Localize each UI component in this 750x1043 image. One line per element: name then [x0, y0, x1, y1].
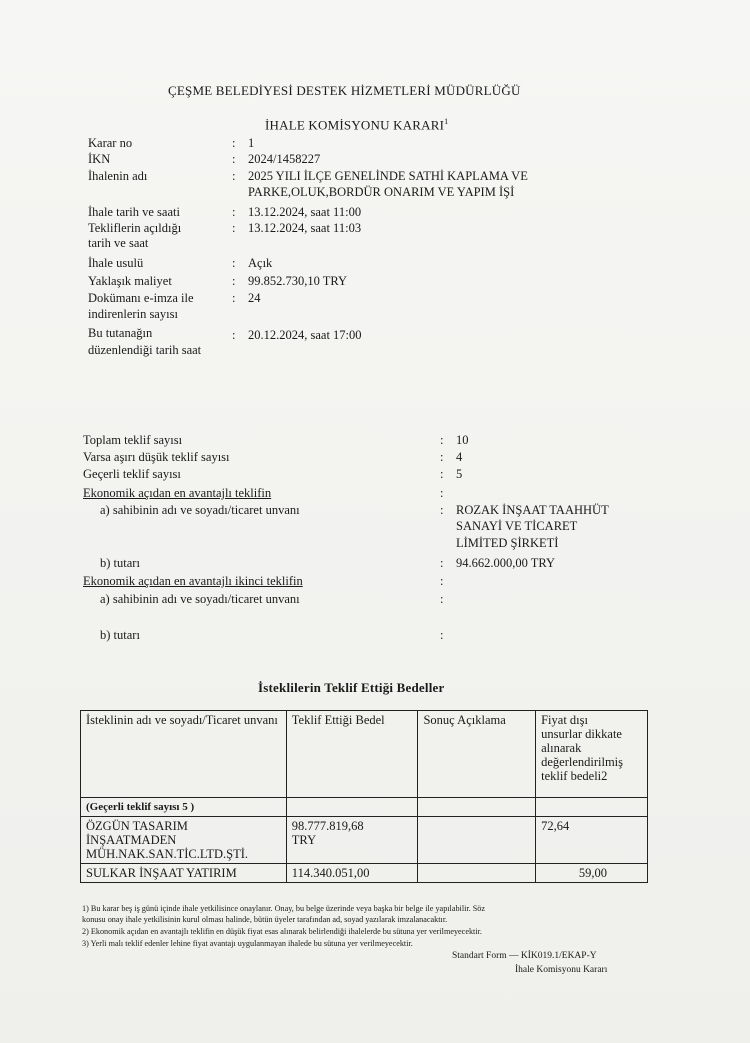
- col-header-name-text: İsteklinin adı ve soyadı/Ticaret unvanı: [86, 713, 278, 727]
- group-label: (Geçerli teklif sayısı 5 ): [81, 798, 287, 817]
- table-row: [81, 817, 648, 864]
- karar-no-label: Karar no: [88, 136, 133, 150]
- document-title: [265, 117, 448, 133]
- dokuman-label-1: Dokümanı e-imza ile: [88, 291, 194, 305]
- table-row: [81, 864, 648, 883]
- footnote-2: 2) Ekonomik açıdan en avantajlı teklifin en düşük fiyat esas alınarak belirlendiği ihalelerde bu sütuna yer verilmeyecektir.: [82, 927, 482, 936]
- avantajli-sahibi-line3: LİMİTED ŞİRKETİ: [456, 536, 559, 550]
- avantajli-tutar-label: b) tutarı: [100, 556, 140, 570]
- teklif-acilis-value: 13.12.2024, saat 11:03: [248, 221, 362, 235]
- bids-heading: İsteklilerin Teklif Ettiği Bedeller: [258, 680, 445, 695]
- ikinci-tutar-colon: :: [440, 628, 444, 642]
- asiri-dusuk-value: 4: [456, 450, 463, 464]
- col-header-evaluated-l3: alınarak: [541, 741, 582, 755]
- tutanak-colon: :: [232, 328, 236, 342]
- col-header-evaluated-l4: değerlendirilmiş: [541, 755, 624, 769]
- avantajli-sahibi-colon: :: [440, 503, 444, 517]
- col-header-evaluated-l5: teklif bedeli2: [541, 769, 608, 783]
- avantajli-sahibi-line2: SANAYİ VE TİCARET: [456, 519, 578, 533]
- ihale-tarih-value: 13.12.2024, saat 11:00: [248, 205, 362, 219]
- bids-group-row: [81, 798, 648, 817]
- karar-no-colon: :: [232, 136, 236, 150]
- ihale-usulu-colon: :: [232, 256, 236, 270]
- avantajli-sahibi-line1: ROZAK İNŞAAT TAAHHÜT: [456, 503, 609, 517]
- col-header-bid-text: Teklif Ettiği Bedel: [291, 713, 385, 727]
- col-header-evaluated: [536, 711, 648, 798]
- bidder-name: [81, 817, 287, 864]
- gecerli-teklif-value: 5: [456, 467, 463, 481]
- bidder-name: SULKAR İNŞAAT YATIRIM: [81, 864, 287, 883]
- bid-result: [418, 817, 536, 864]
- ihale-tarih-label: İhale tarih ve saati: [88, 205, 180, 219]
- tutanak-label-1: Bu tutanağın: [88, 326, 153, 340]
- avantajli-teklif-heading: Ekonomik açıdan en avantajlı teklifin: [83, 486, 272, 500]
- ikinci-tutar-label: b) tutarı: [100, 628, 140, 642]
- form-name: İhale Komisyonu Kararı: [515, 965, 608, 975]
- bids-table: [80, 710, 648, 883]
- yaklasik-maliyet-label: Yaklaşık maliyet: [88, 274, 172, 288]
- group-empty-cell: [536, 798, 648, 817]
- dokuman-value: 24: [248, 291, 261, 305]
- gecerli-teklif-label: Geçerli teklif sayısı: [83, 467, 181, 481]
- ihale-adi-colon: :: [232, 169, 236, 183]
- asiri-dusuk-colon: :: [440, 450, 444, 464]
- tutanak-label-2: düzenlendiği tarih saat: [88, 343, 202, 357]
- ihale-adi-line1: 2025 YILI İLÇE GENELİNDE SATHİ KAPLAMA VE: [248, 169, 528, 183]
- ikn-value: 2024/1458227: [248, 152, 321, 166]
- ikinci-sahibi-colon: :: [440, 592, 444, 606]
- ihale-adi-label: İhalenin adı: [88, 169, 148, 183]
- group-empty-cell: [418, 798, 536, 817]
- ikn-colon: :: [232, 152, 236, 166]
- bid-evaluated: 72,64: [536, 817, 648, 864]
- bid-evaluated: 59,00: [536, 864, 648, 883]
- ikinci-sahibi-label: a) sahibinin adı ve soyadı/ticaret unvanı: [100, 592, 300, 606]
- teklif-acilis-colon: :: [232, 221, 236, 235]
- ikinci-teklif-heading: Ekonomik açıdan en avantajlı ikinci teklifin: [83, 574, 303, 588]
- bid-amount: 114.340.051,00: [286, 864, 418, 883]
- toplam-teklif-colon: :: [440, 433, 444, 447]
- ikn-label: İKN: [88, 152, 111, 166]
- ihale-tarih-colon: :: [232, 205, 236, 219]
- tutanak-value: 20.12.2024, saat 17:00: [248, 328, 362, 342]
- footnote-1-line2: konusu onay ihale yetkilisinin kurul olması halinde, bütün üyeler tarafından ad, soyad yazılarak imzalanacaktır.: [82, 915, 448, 924]
- karar-no-value: 1: [248, 136, 255, 150]
- gecerli-teklif-colon: :: [440, 467, 444, 481]
- bids-table-header-row: [81, 711, 648, 798]
- teklif-acilis-label-2: tarih ve saat: [88, 236, 149, 250]
- group-empty-cell: [286, 798, 418, 817]
- avantajli-teklif-colon: :: [440, 486, 444, 500]
- bid-result: [418, 864, 536, 883]
- col-header-name: [81, 711, 287, 798]
- col-header-evaluated-l2: unsurlar dikkate: [541, 727, 622, 741]
- col-header-evaluated-l1: Fiyat dışı: [541, 713, 588, 727]
- ihale-usulu-value: Açık: [248, 256, 273, 270]
- avantajli-sahibi-label: a) sahibinin adı ve soyadı/ticaret unvanı: [100, 503, 300, 517]
- asiri-dusuk-label: Varsa aşırı düşük teklif sayısı: [83, 450, 230, 464]
- document-title-text: İHALE KOMİSYONU KARARI: [265, 117, 445, 133]
- bidder-name-line: ÖZGÜN TASARIM: [86, 819, 188, 833]
- bid-amount: [286, 817, 418, 864]
- ikinci-teklif-colon: :: [440, 574, 444, 588]
- ihale-adi-line2: PARKE,OLUK,BORDÜR ONARIM VE YAPIM İŞİ: [248, 185, 515, 199]
- footnote-3: 3) Yerli malı teklif edenler lehine fiyat avantajı uygulanmayan ihalede bu sütuna yer verilmeyecektir.: [82, 939, 413, 948]
- bid-amount-currency: TRY: [291, 833, 317, 847]
- avantajli-tutar-colon: :: [440, 556, 444, 570]
- form-code: Standart Form — KİK019.1/EKAP-Y: [452, 951, 597, 961]
- toplam-teklif-value: 10: [456, 433, 469, 447]
- institution-title: ÇEŞME BELEDİYESİ DESTEK HİZMETLERİ MÜDÜRLÜĞÜ: [168, 83, 521, 98]
- dokuman-colon: :: [232, 291, 236, 305]
- document-title-footnote-mark: 1: [444, 117, 449, 126]
- teklif-acilis-label-1: Tekliflerin açıldığı: [88, 221, 182, 235]
- avantajli-tutar-value: 94.662.000,00 TRY: [456, 556, 556, 570]
- toplam-teklif-label: Toplam teklif sayısı: [83, 433, 183, 447]
- ihale-usulu-label: İhale usulü: [88, 256, 144, 270]
- bid-amount-value: 98.777.819,68: [291, 819, 364, 833]
- bidder-name-line: İNŞAATMADEN: [86, 833, 177, 847]
- bidder-name-line: MÜH.NAK.SAN.TİC.LTD.ŞTİ.: [86, 847, 249, 861]
- col-header-result-text: Sonuç Açıklama: [423, 713, 506, 727]
- dokuman-label-2: indirenlerin sayısı: [88, 307, 178, 321]
- col-header-bid: [286, 711, 418, 798]
- yaklasik-maliyet-colon: :: [232, 274, 236, 288]
- footnote-1-line1: 1) Bu karar beş iş günü içinde ihale yetkilisince onaylanır. Onay, bu belge üzerinde veya başka bir belge ile yapılabilir. Söz: [82, 904, 486, 913]
- col-header-result: [418, 711, 536, 798]
- yaklasik-maliyet-value: 99.852.730,10 TRY: [248, 274, 348, 288]
